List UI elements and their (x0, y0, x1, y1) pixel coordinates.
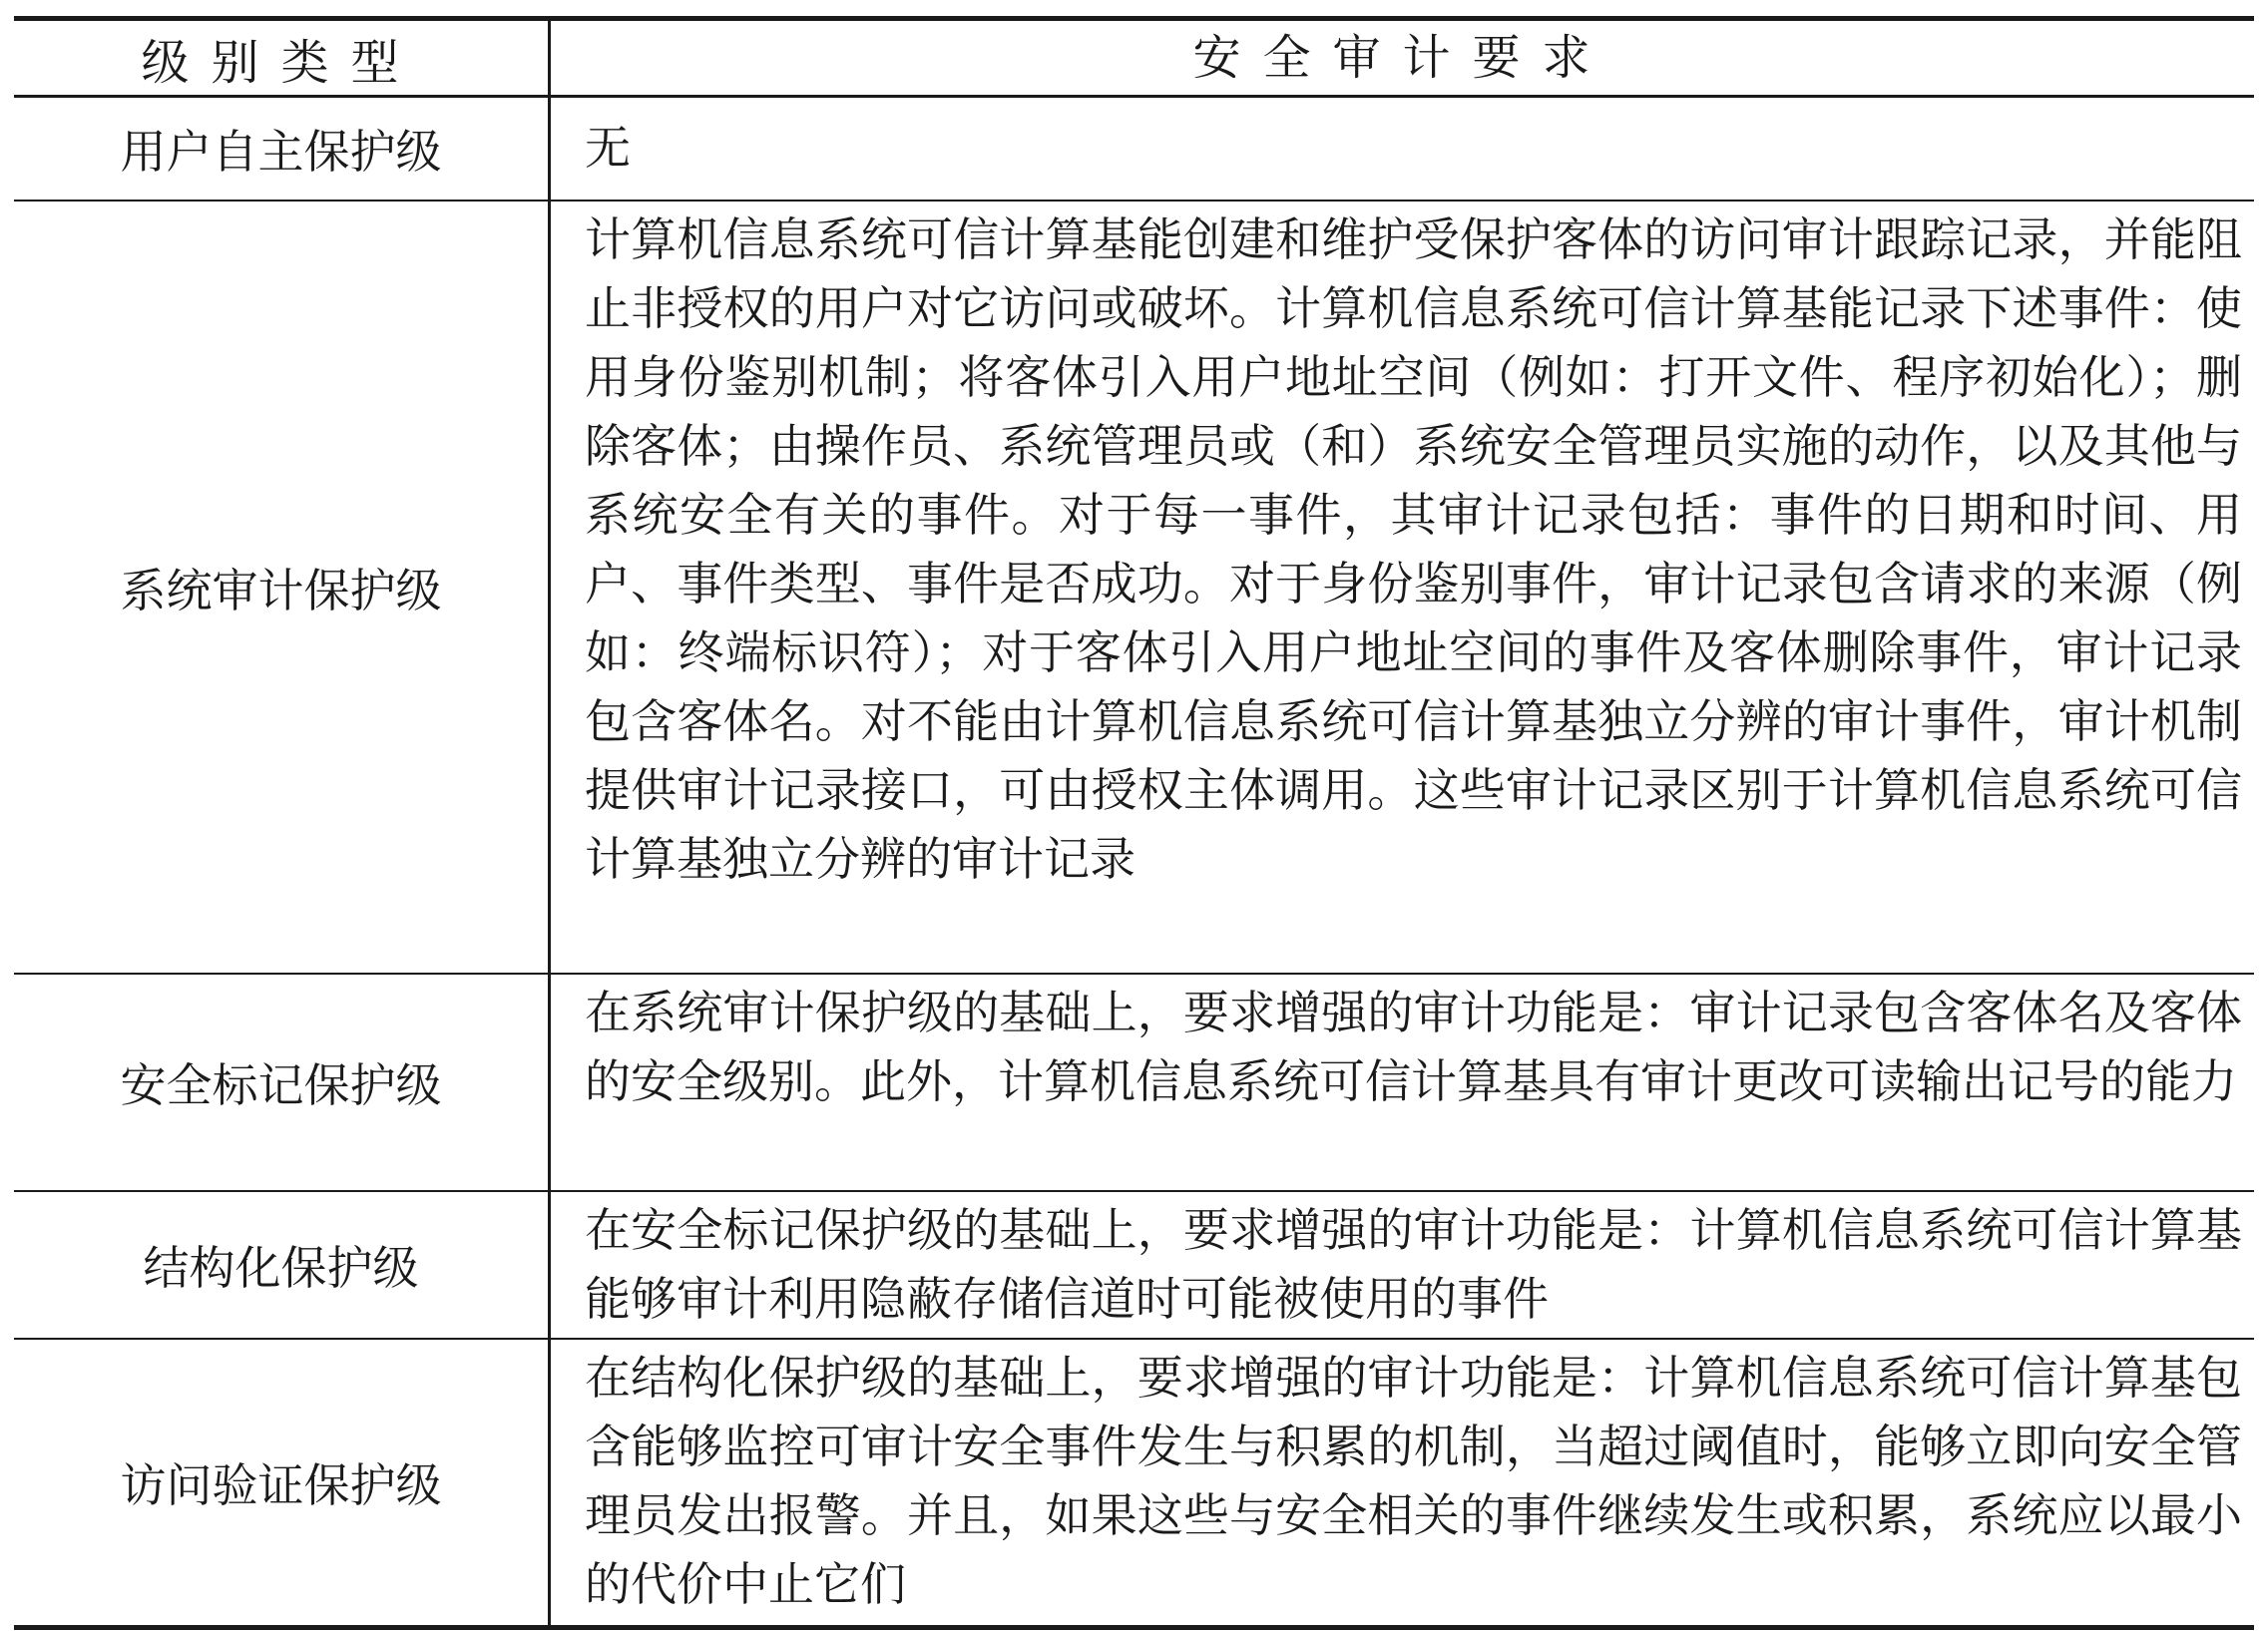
table-row (14, 1192, 2254, 1340)
table-row (14, 98, 2254, 202)
table-row (14, 1340, 2254, 1625)
level-cell: 系统审计保护级 (14, 202, 551, 973)
level-cell: 结构化保护级 (14, 1192, 551, 1338)
security-audit-table (14, 16, 2254, 1630)
table-row (14, 202, 2254, 975)
requirement-cell: 在结构化保护级的基础上，要求增强的审计功能是：计算机信息系统可信计算基包含能够监控可审计安全事件发生与积累的机制，当超过阈值时，能够立即向安全管理员发出报警。并且，如果这些与安全相关的事件继续发生或积累，系统应以最小的代价中止它们 (585, 1351, 2242, 1611)
requirement-cell: 在安全标记保护级的基础上，要求增强的审计功能是：计算机信息系统可信计算基能够审计利用隐蔽存储信道时可能被使用的事件 (585, 1203, 2242, 1326)
header-audit-requirement: 安全审计要求 (1192, 29, 1612, 86)
level-cell: 访问验证保护级 (14, 1340, 551, 1625)
requirement-cell: 无 (585, 121, 631, 175)
requirement-cell: 在系统审计保护级的基础上，要求增强的审计功能是：审计记录包含客体名及客体的安全级别。此外，计算机信息系统可信计算基具有审计更改可读输出记号的能力 (585, 986, 2242, 1108)
requirement-cell: 计算机信息系统可信计算基能创建和维护受保护客体的访问审计跟踪记录，并能阻止非授权的用户对它访问或破坏。计算机信息系统可信计算基能记录下述事件：使用身份鉴别机制；将客体引入用户地址空间（例如：打开文件、程序初始化）；删除客体；由操作员、系统管理员或（和）系统安全管理员实施的动作，以及其他与系统安全有关的事件。对于每一事件，其审计记录包括：事件的日期和时间、用户、事件类型、事件是否成功。对于身份鉴别事件，审计记录包含请求的来源（例如：终端标识符）；对于客体引入用户地址空间的事件及客体删除事件，审计记录包含客体名。对不能由计算机信息系统可信计算基独立分辨的审计事件，审计机制提供审计记录接口，可由授权主体调用。这些审计记录区别于计算机信息系统可信计算基独立分辨的审计记录 (585, 212, 2242, 886)
table-header-row (14, 21, 2254, 98)
header-level-type: 级别类型 (14, 21, 551, 95)
level-cell: 用户自主保护级 (14, 98, 551, 200)
level-cell: 安全标记保护级 (14, 975, 551, 1190)
table-row (14, 975, 2254, 1192)
